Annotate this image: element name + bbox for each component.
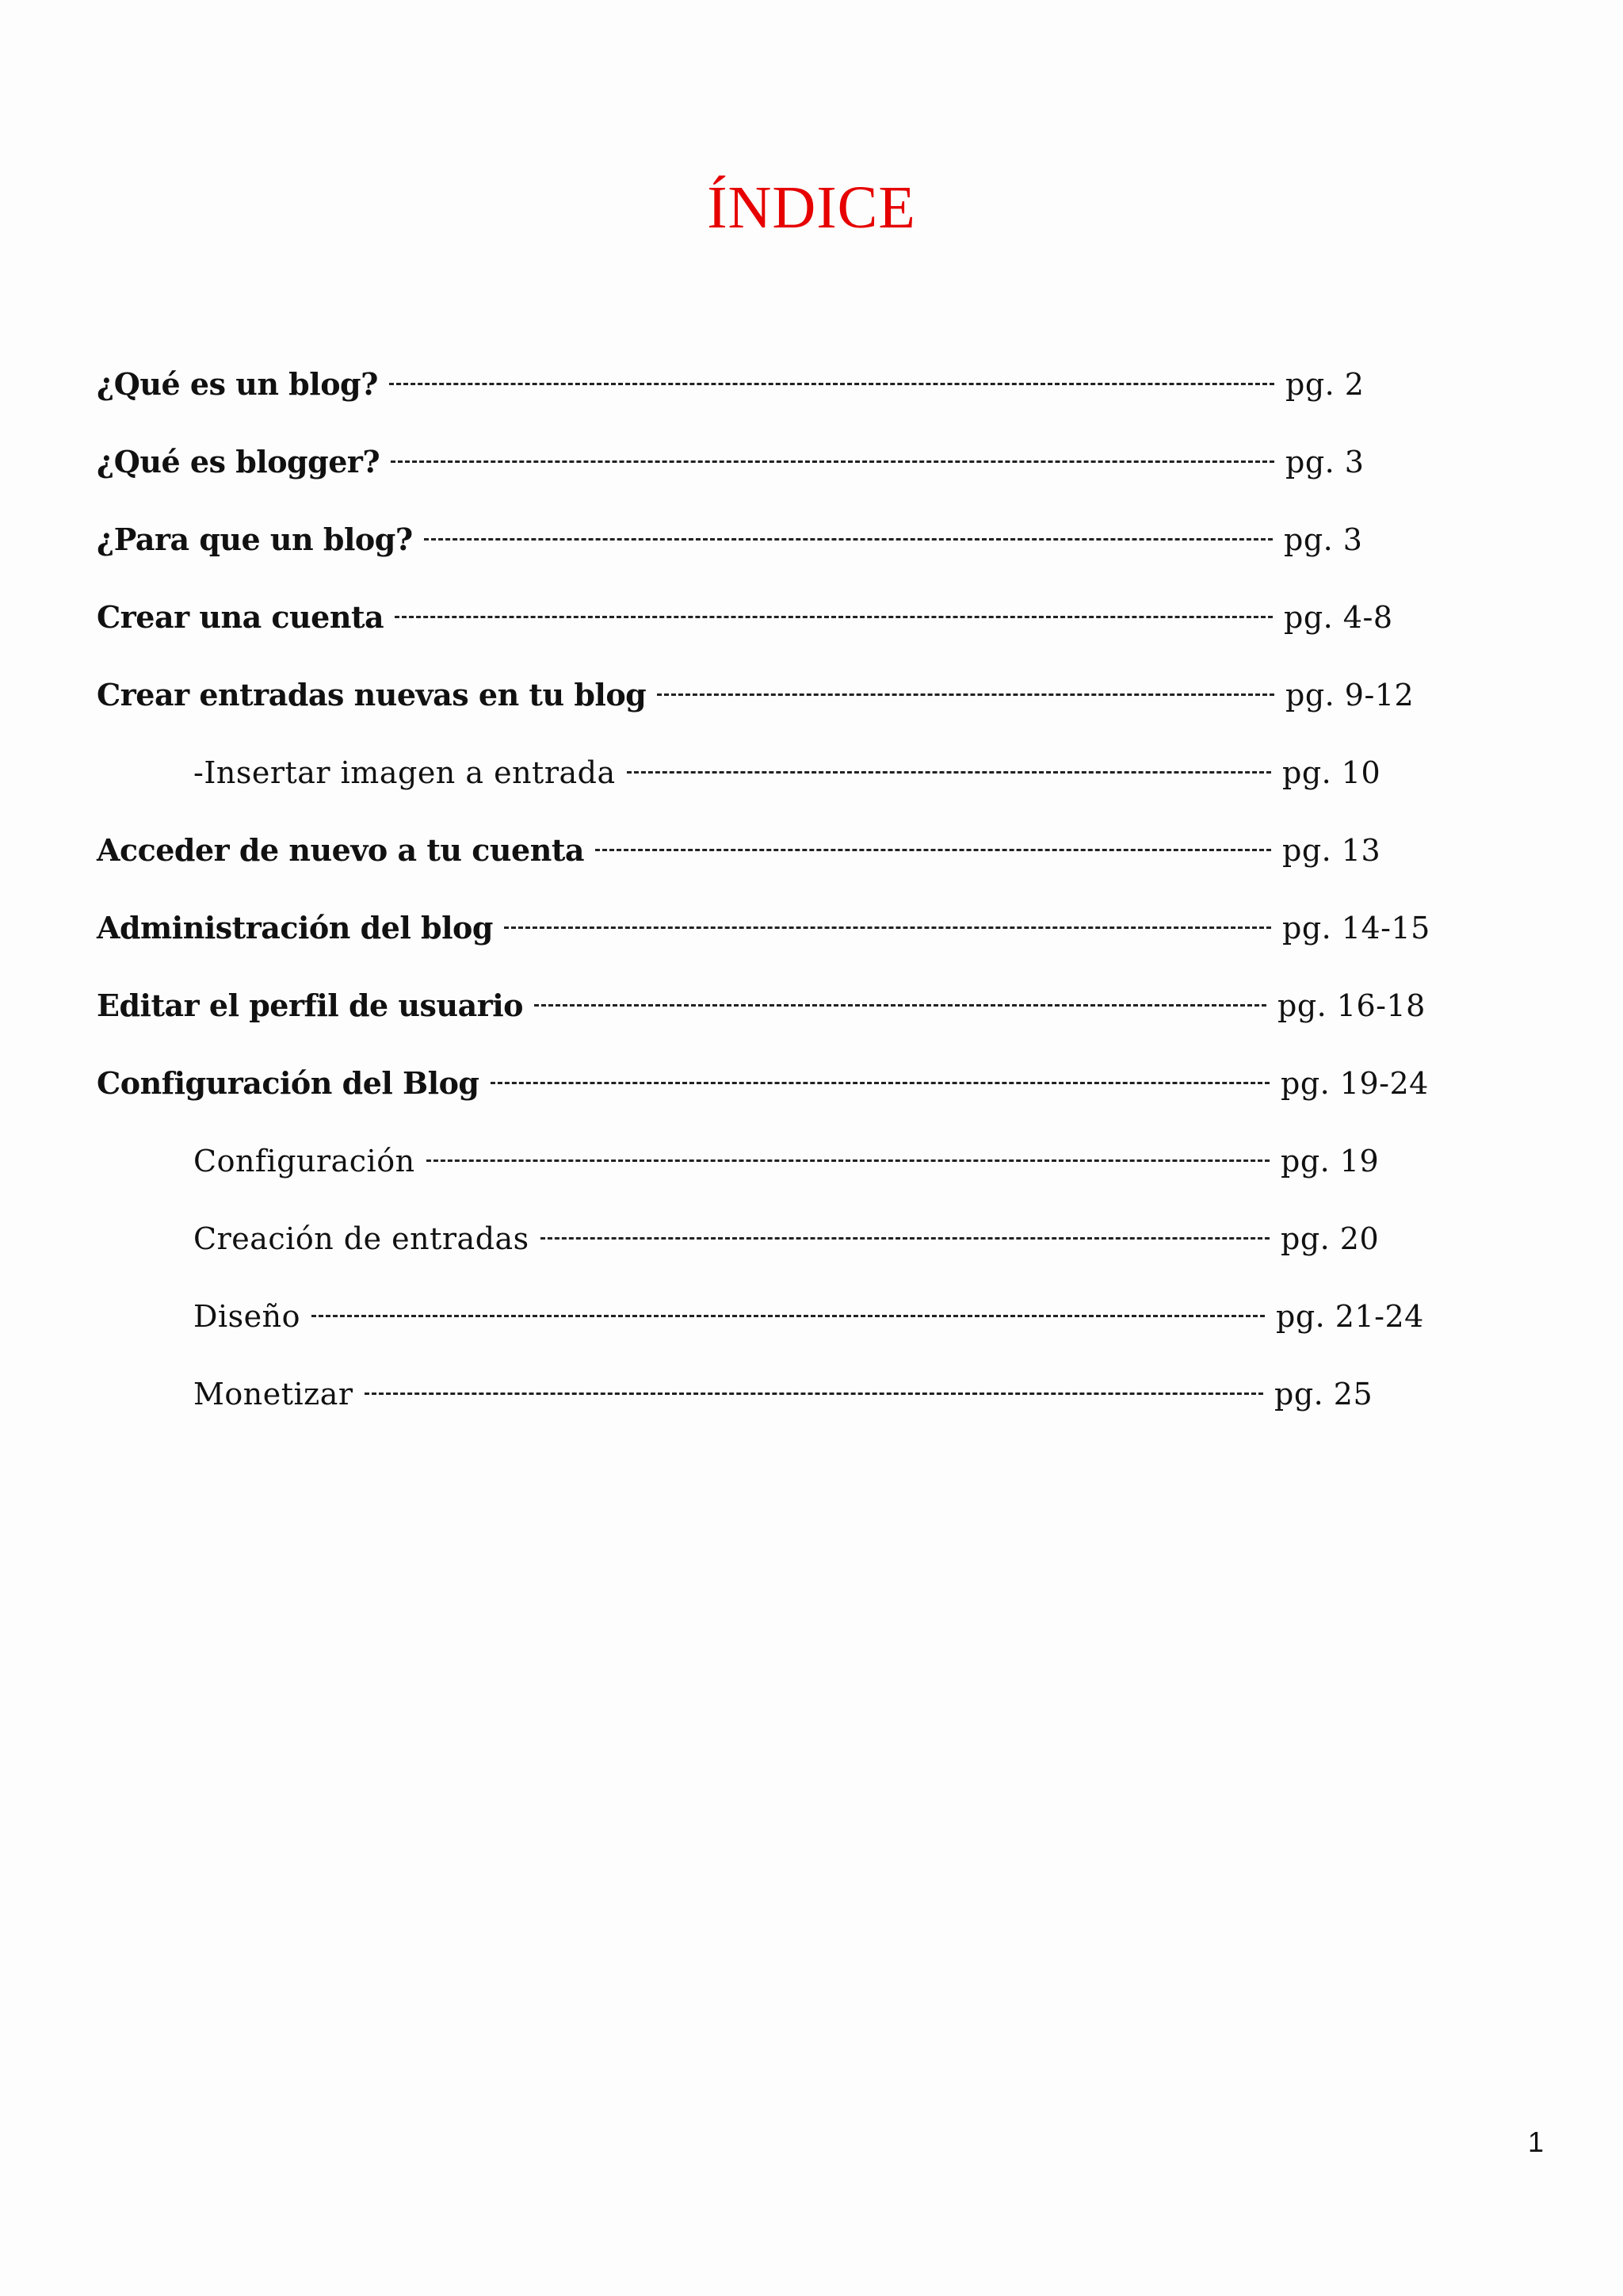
toc-entry[interactable]: [97, 501, 1444, 579]
table-of-contents: [97, 346, 1444, 1433]
toc-entry[interactable]: [97, 656, 1444, 734]
dotted-leader: [657, 693, 1274, 696]
toc-entry-label: Configuración del Blog: [97, 1065, 479, 1101]
toc-entry-page: pg. 3: [1284, 522, 1363, 557]
toc-entry-label: Crear entradas nuevas en tu blog: [97, 677, 647, 712]
toc-entry[interactable]: [97, 423, 1444, 501]
toc-entry-page: pg. 19-24: [1281, 1066, 1429, 1101]
toc-entry-label: Creación de entradas: [193, 1221, 529, 1256]
toc-entry-page: pg. 10: [1282, 755, 1381, 790]
toc-entry-page: pg. 14-15: [1282, 911, 1430, 946]
toc-entry-label: Administración del blog: [97, 910, 493, 946]
toc-subentry[interactable]: [97, 1355, 1444, 1433]
toc-subentry[interactable]: [97, 1278, 1444, 1355]
toc-entry-label: ¿Qué es un blog?: [97, 366, 378, 402]
dotted-leader: [627, 771, 1271, 774]
dotted-leader: [389, 383, 1274, 385]
toc-entry-page: pg. 19: [1281, 1144, 1380, 1179]
toc-entry-page: pg. 16-18: [1277, 988, 1426, 1023]
dotted-leader: [491, 1082, 1270, 1084]
toc-entry-page: pg. 20: [1281, 1221, 1380, 1256]
dotted-leader: [311, 1315, 1265, 1317]
toc-entry-label: -Insertar imagen a entrada: [193, 755, 616, 790]
dotted-leader: [540, 1237, 1270, 1240]
dotted-leader: [424, 538, 1273, 541]
toc-entry[interactable]: [97, 889, 1444, 967]
toc-entry[interactable]: [97, 967, 1444, 1045]
toc-entry[interactable]: [97, 1045, 1444, 1122]
toc-entry-label: Editar el perfil de usuario: [97, 988, 524, 1023]
toc-entry-label: Acceder de nuevo a tu cuenta: [97, 832, 585, 868]
toc-entry-page: pg. 3: [1285, 445, 1365, 479]
toc-subentry[interactable]: [97, 1200, 1444, 1278]
toc-entry[interactable]: [97, 346, 1444, 423]
dotted-leader: [504, 926, 1271, 929]
toc-entry[interactable]: [97, 812, 1444, 889]
toc-subentry[interactable]: [97, 1122, 1444, 1200]
toc-entry-label: ¿Para que un blog?: [97, 521, 413, 557]
toc-entry[interactable]: [97, 579, 1444, 656]
toc-entry-label: Diseño: [193, 1299, 300, 1334]
page-number: 1: [1528, 2126, 1545, 2158]
dotted-leader: [426, 1159, 1270, 1162]
toc-entry-page: pg. 25: [1274, 1377, 1373, 1412]
toc-entry-label: Crear una cuenta: [97, 599, 384, 635]
toc-entry-page: pg. 21-24: [1276, 1299, 1424, 1334]
toc-entry-page: pg. 9-12: [1285, 678, 1415, 712]
toc-entry-label: Monetizar: [193, 1377, 353, 1412]
toc-entry-page: pg. 4-8: [1284, 600, 1393, 635]
dotted-leader: [534, 1004, 1266, 1007]
toc-entry-page: pg. 2: [1285, 367, 1365, 402]
dotted-leader: [365, 1392, 1263, 1395]
toc-subentry[interactable]: [97, 734, 1444, 812]
dotted-leader: [391, 460, 1274, 463]
dotted-leader: [595, 849, 1271, 851]
toc-entry-label: Configuración: [193, 1144, 415, 1179]
page-title: ÍNDICE: [707, 174, 916, 241]
dotted-leader: [395, 616, 1273, 618]
toc-entry-label: ¿Qué es blogger?: [97, 444, 380, 479]
toc-entry-page: pg. 13: [1282, 833, 1381, 868]
